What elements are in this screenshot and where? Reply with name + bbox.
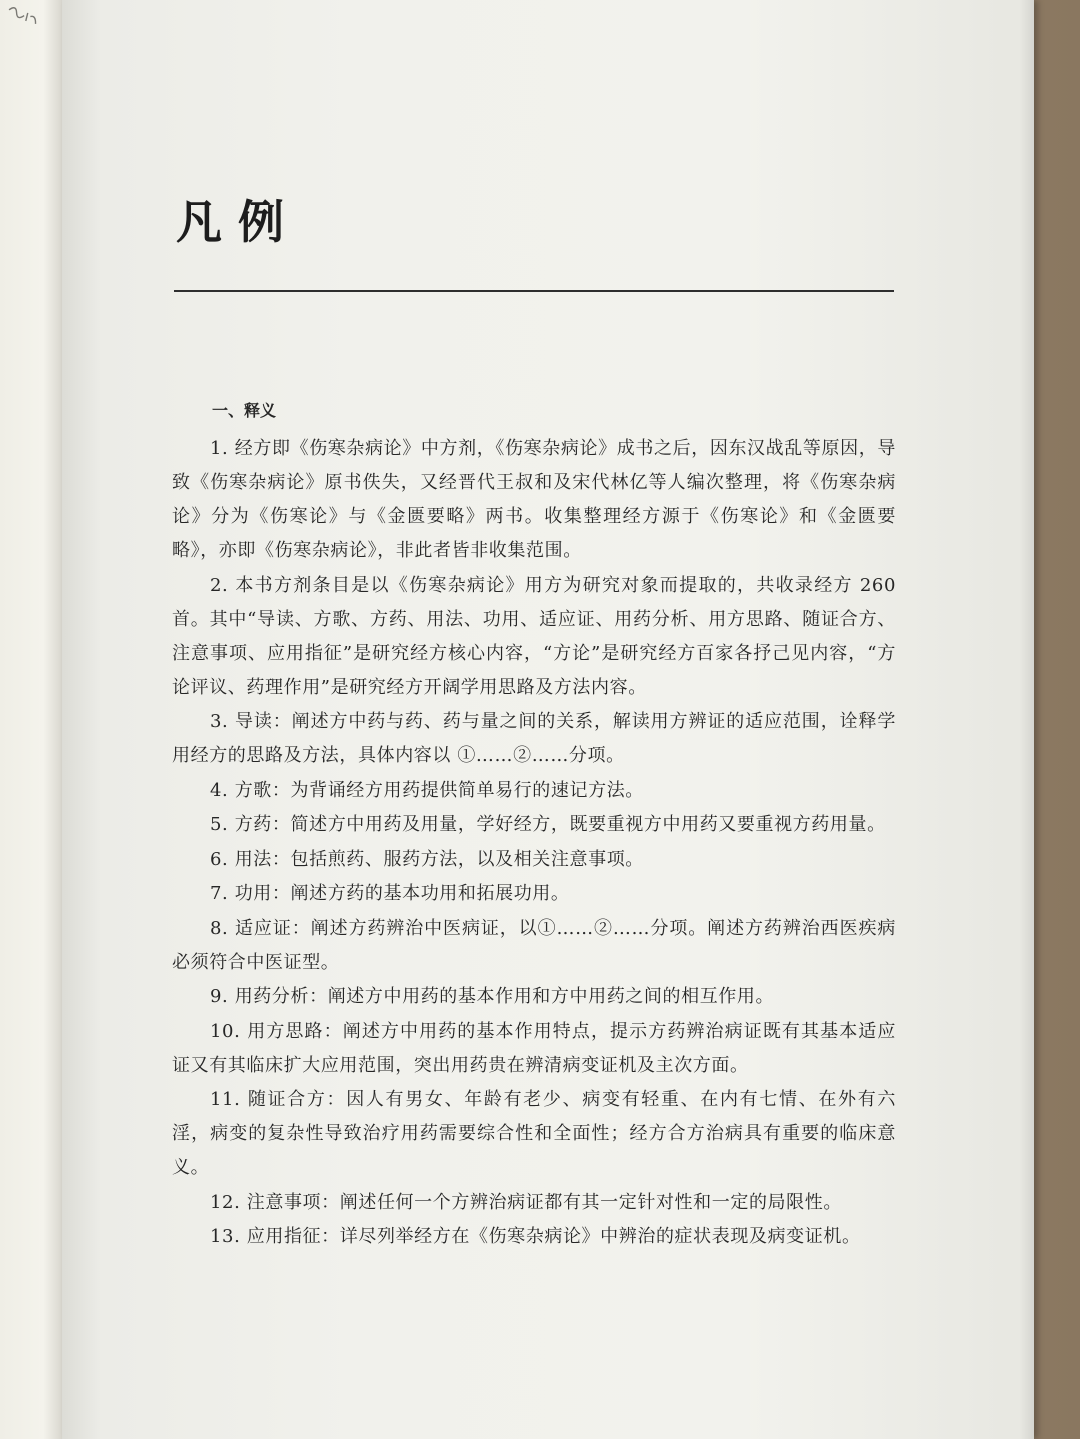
list-item: 8. 适应证：阐述方药辨治中医病证，以①……②……分项。阐述方药辨治西医疾病必须符合中医证型。 [172,917,896,973]
book-page [62,0,1034,1439]
list-item: 3. 导读：阐述方中药与药、药与量之间的关系，解读用方辨证的适应范围，诠释学用经方的思路及方法，具体内容以 ①……②……分项。 [172,711,896,766]
left-page-edge [0,0,62,1439]
list-item: 12. 注意事项：阐述任何一个方辨治病证都有其一定针对性和一定的局限性。 [210,1191,842,1213]
list-item: 11. 随证合方：因人有男女、年龄有老少、病变有轻重、在内有七情、在外有六淫，病变的复杂性导致治疗用药需要综合性和全面性；经方合方治病具有重要的临床意义。 [172,1089,896,1178]
list-item: 2. 本书方剂条目是以《伤寒杂病论》用方为研究对象而提取的，共收录经方 260 首。其中“导读、方歌、方药、用法、功用、适应证、用药分析、用方思路、随证合方、注意事项、应用指征”是研究经方核心内容，“方论”是研究经方百家各抒己见内容，“方论评议、药理作用”是研究经方开阔学用思路及方法内容。 [172,574,896,698]
page-title: 凡例 [176,195,300,249]
list-item: 9. 用药分析：阐述方中用药的基本作用和方中用药之间的相互作用。 [210,986,775,1007]
list-item: 6. 用法：包括煎药、服药方法，以及相关注意事项。 [210,848,644,870]
list-item: 10. 用方思路：阐述方中用药的基本作用特点，提示方药辨治病证既有其基本适应证又有其临床扩大应用范围，突出用药贵在辨清病变证机及主次方面。 [172,1020,896,1076]
section-heading: 一、释义 [212,401,277,420]
page-body [172,394,896,1255]
list-item: 4. 方歌：为背诵经方用药提供简单易行的速记方法。 [210,779,644,801]
list-item: 5. 方药：简述方中用药及用量，学好经方，既要重视方中用药又要重视方药用量。 [210,814,886,835]
list-item: 1. 经方即《伤寒杂病论》中方剂，《伤寒杂病论》成书之后，因东汉战乱等原因，导致《伤寒杂病论》原书佚失，又经晋代王叔和及宋代林亿等人编次整理，将《伤寒杂病论》分为《伤寒论》与《金匮要略》两书。收集整理经方源于《伤寒论》和《金匮要略》，亦即《伤寒杂病论》，非此者皆非收集范围。 [172,438,896,561]
handwritten-mark [1,0,48,40]
list-item: 7. 功用：阐述方药的基本功用和拓展功用。 [210,883,570,904]
list-item: 13. 应用指征：详尽列举经方在《伤寒杂病论》中辨治的症状表现及病变证机。 [210,1226,861,1247]
title-divider [174,290,894,292]
